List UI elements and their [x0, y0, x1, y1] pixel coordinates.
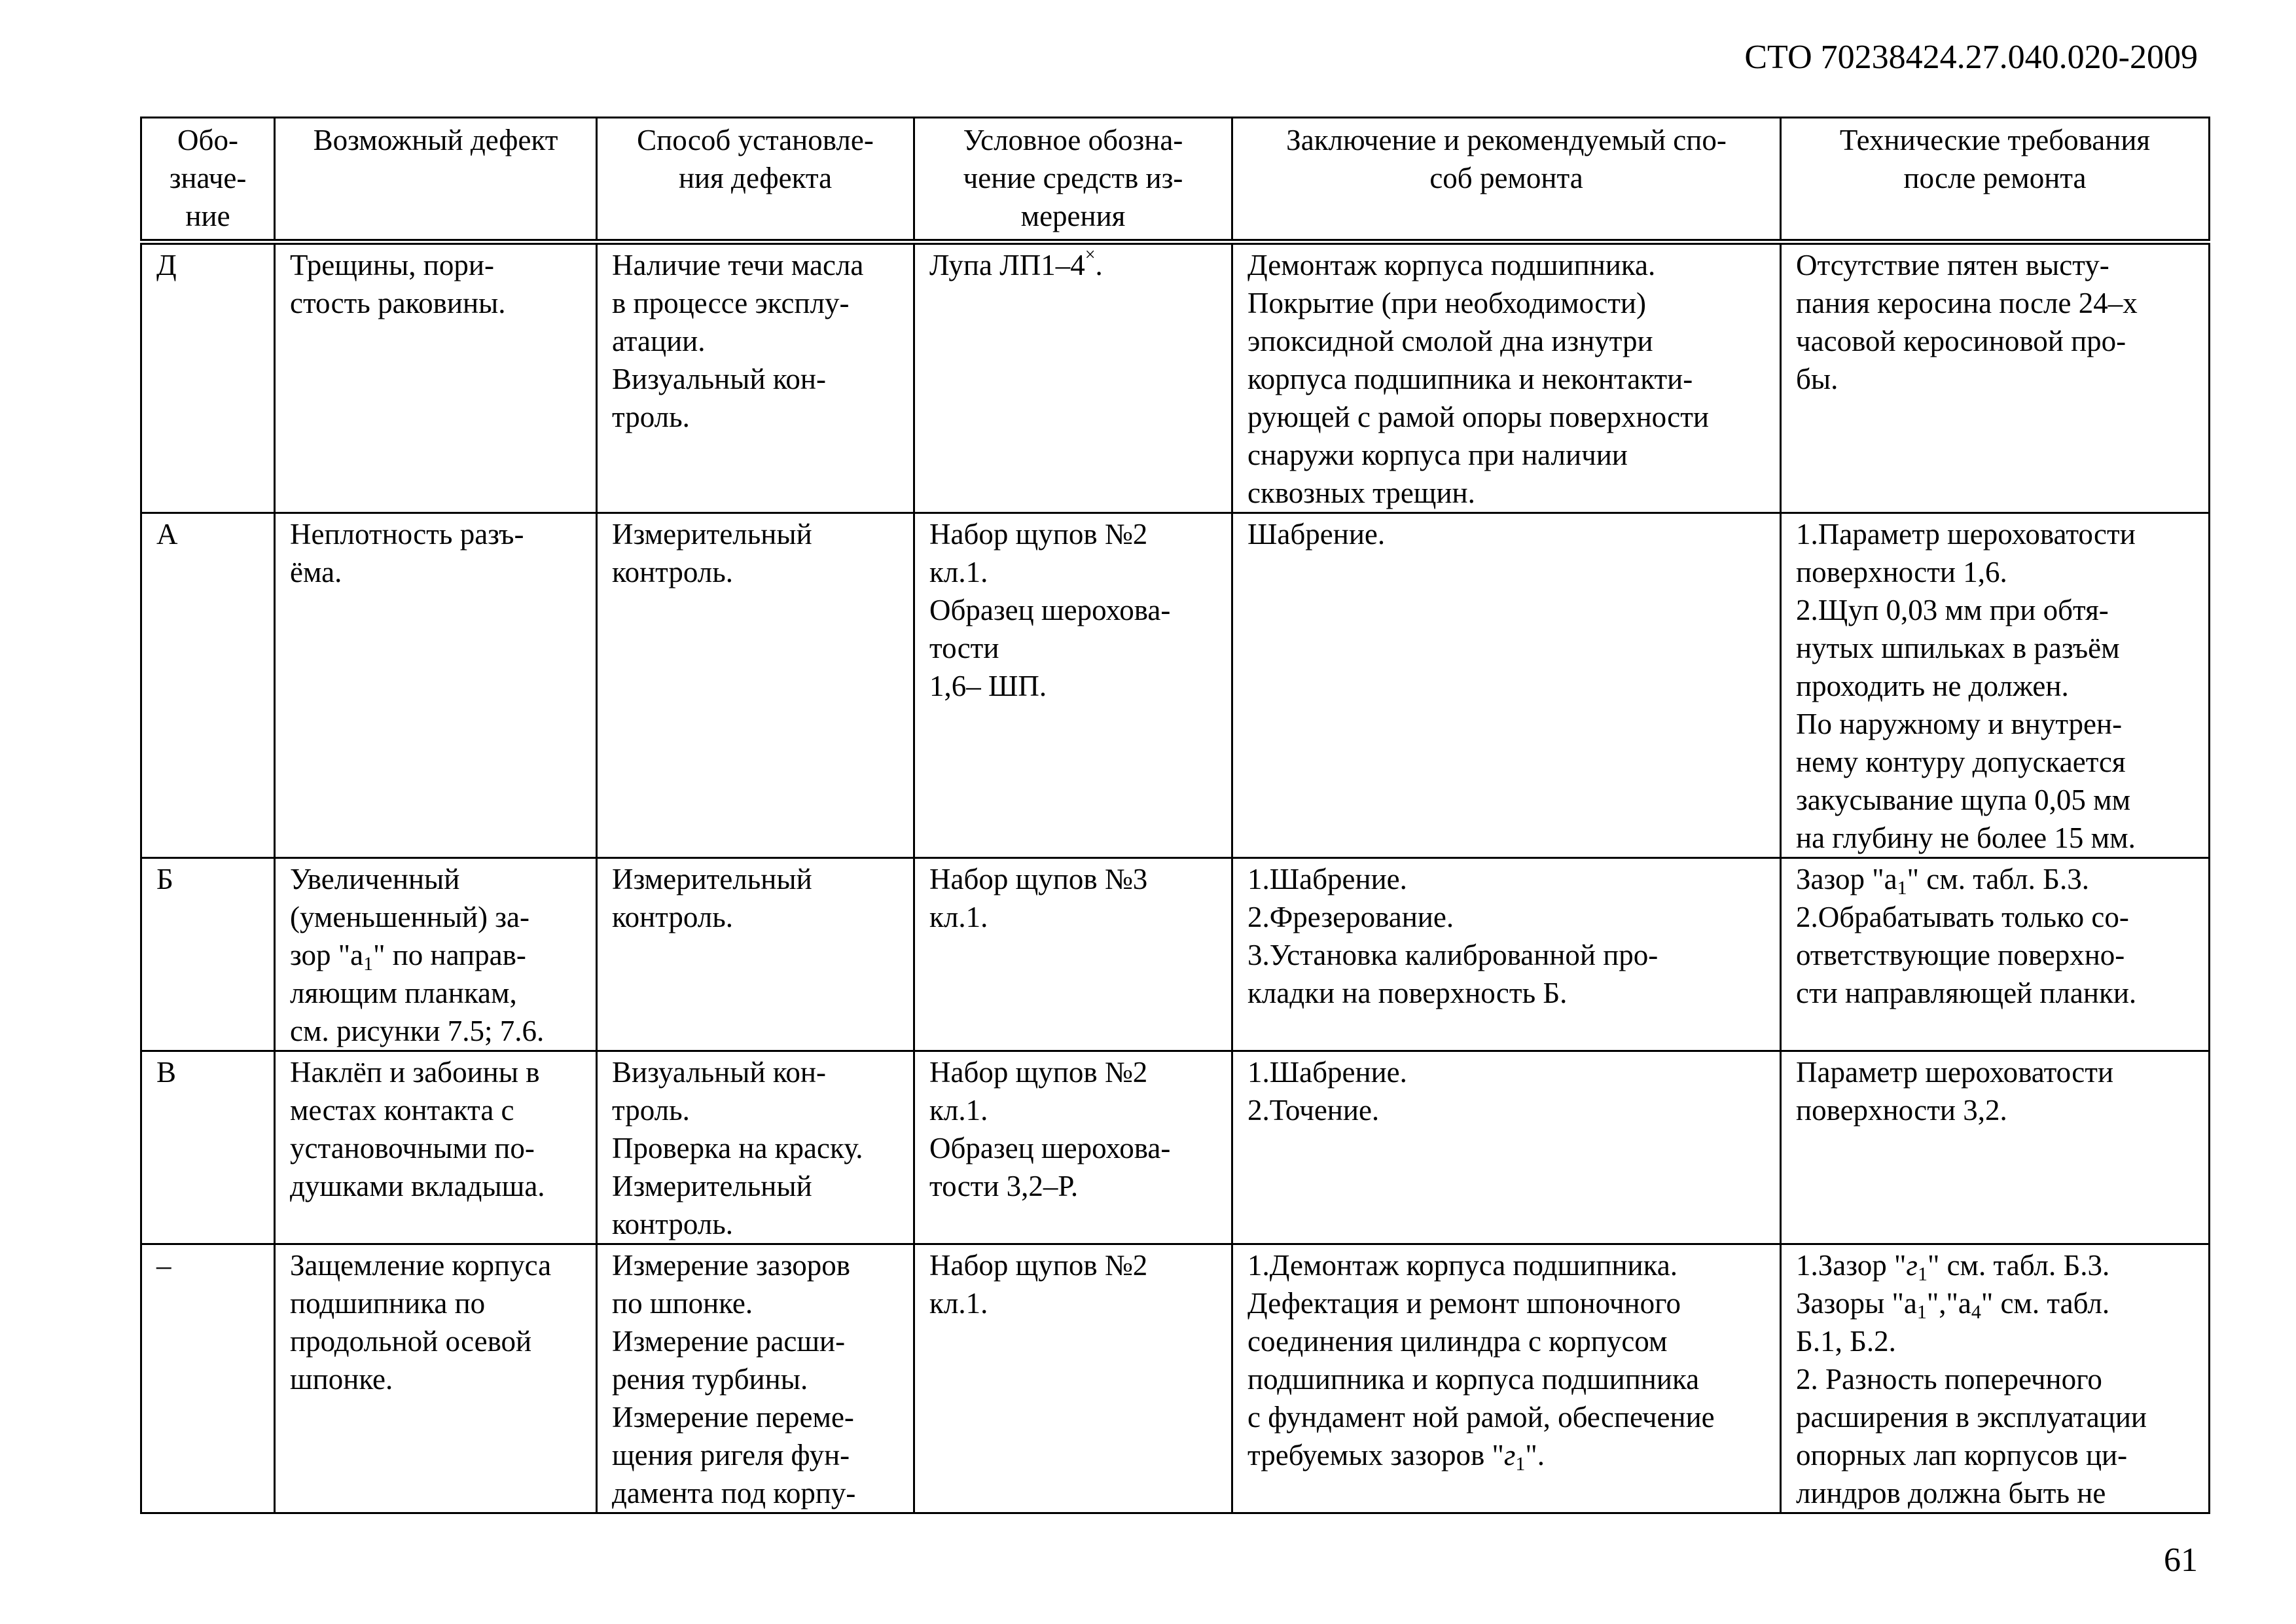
cell-requirements: 1.Параметр шероховатости поверхности 1,6. 2.Щуп 0,03 мм при обтя- нутых шпильках в разъём проходить не должен. По наружному и внутрен- нему контуру допускается закусывание щупа 0,05 мм на глубину не более 15 мм. [1781, 513, 2210, 858]
cell-detection: Наличие течи масла в процессе эксплу- атации. Визуальный кон- троль. [597, 242, 914, 513]
cell-tools: Набор щупов №2 кл.1. Образец шерохова- тости 3,2–Р. [914, 1051, 1232, 1244]
cell-tools: Набор щупов №2 кл.1. Образец шерохова- тости 1,6– ШП. [914, 513, 1232, 858]
cell-tools: Набор щупов №3 кл.1. [914, 858, 1232, 1051]
table-row [141, 1244, 2210, 1513]
cell-defect: Неплотность разъ- ёма. [275, 513, 597, 858]
cell-mark: А [141, 513, 275, 858]
cell-repair: Шабрение. [1232, 513, 1781, 858]
cell-requirements: Параметр шероховатости поверхности 3,2. [1781, 1051, 2210, 1244]
column-header-mark: Обо- значе- ние [141, 118, 275, 242]
cell-detection: Измерение зазоров по шпонке. Измерение расши- рения турбины. Измерение переме- щения ригеля фун- дамента под корпу- [597, 1244, 914, 1513]
cell-mark: – [141, 1244, 275, 1513]
cell-detection: Измерительный контроль. [597, 858, 914, 1051]
cell-repair: 1.Шабрение. 2.Фрезерование. 3.Установка калиброванной про- кладки на поверхность Б. [1232, 858, 1781, 1051]
table-row [141, 242, 2210, 513]
cell-defect: Трещины, пори- стость раковины. [275, 242, 597, 513]
column-header-defect: Возможный дефект [275, 118, 597, 242]
cell-mark: Б [141, 858, 275, 1051]
table-row [141, 513, 2210, 858]
cell-defect: Защемление корпуса подшипника по продольной осевой шпонке. [275, 1244, 597, 1513]
cell-requirements: Зазор "$а_1$" см. табл. Б.3. 2.Обрабатывать только со- ответствующие поверхно- сти направляющей планки. [1781, 858, 2210, 1051]
page-number: 61 [2164, 1542, 2198, 1579]
cell-detection: Визуальный кон- троль. Проверка на краску. Измерительный контроль. [597, 1051, 914, 1244]
table-header-row [141, 118, 2210, 242]
document-code: СТО 70238424.27.040.020-2009 [1744, 39, 2198, 76]
cell-mark: Д [141, 242, 275, 513]
table-row [141, 1051, 2210, 1244]
cell-repair: 1.Демонтаж корпуса подшипника. Дефектация и ремонт шпоночного соединения цилиндра с корпусом подшипника и корпуса подшипника с фундамент ной рамой, обеспечение требуемых зазоров "$г_1$". [1232, 1244, 1781, 1513]
cell-requirements: 1.Зазор "$г_1$" см. табл. Б.3. Зазоры "$а_1","а_4$" см. табл. Б.1, Б.2. 2. Разность поперечного расширения в эксплуатации опорных лап корпусов ци- линдров должна быть не [1781, 1244, 2210, 1513]
column-header-tools: Условное обозна- чение средств из- мерения [914, 118, 1232, 242]
cell-repair: Демонтаж корпуса подшипника. Покрытие (при необходимости) эпоксидной смолой дна изнутри корпуса подшипника и неконтакти- рующей с рамой опоры поверхности снаружи корпуса при наличии сквозных трещин. [1232, 242, 1781, 513]
cell-requirements: Отсутствие пятен высту- пания керосина после 24–х часовой керосиновой про- бы. [1781, 242, 2210, 513]
cell-tools: Лупа ЛП1–4×. [914, 242, 1232, 513]
cell-tools: Набор щупов №2 кл.1. [914, 1244, 1232, 1513]
cell-repair: 1.Шабрение. 2.Точение. [1232, 1051, 1781, 1244]
table-row [141, 858, 2210, 1051]
defects-table [140, 117, 2210, 1514]
column-header-repair: Заключение и рекомендуемый спо- соб ремонта [1232, 118, 1781, 242]
column-header-requirements: Технические требования после ремонта [1781, 118, 2210, 242]
column-header-detection: Способ установле- ния дефекта [597, 118, 914, 242]
cell-mark: В [141, 1051, 275, 1244]
cell-detection: Измерительный контроль. [597, 513, 914, 858]
cell-defect: Увеличенный (уменьшенный) за- зор "$а_1$" по направ- ляющим планкам, см. рисунки 7.5; 7.6. [275, 858, 597, 1051]
cell-defect: Наклёп и забоины в местах контакта с установочными по- душками вкладыша. [275, 1051, 597, 1244]
